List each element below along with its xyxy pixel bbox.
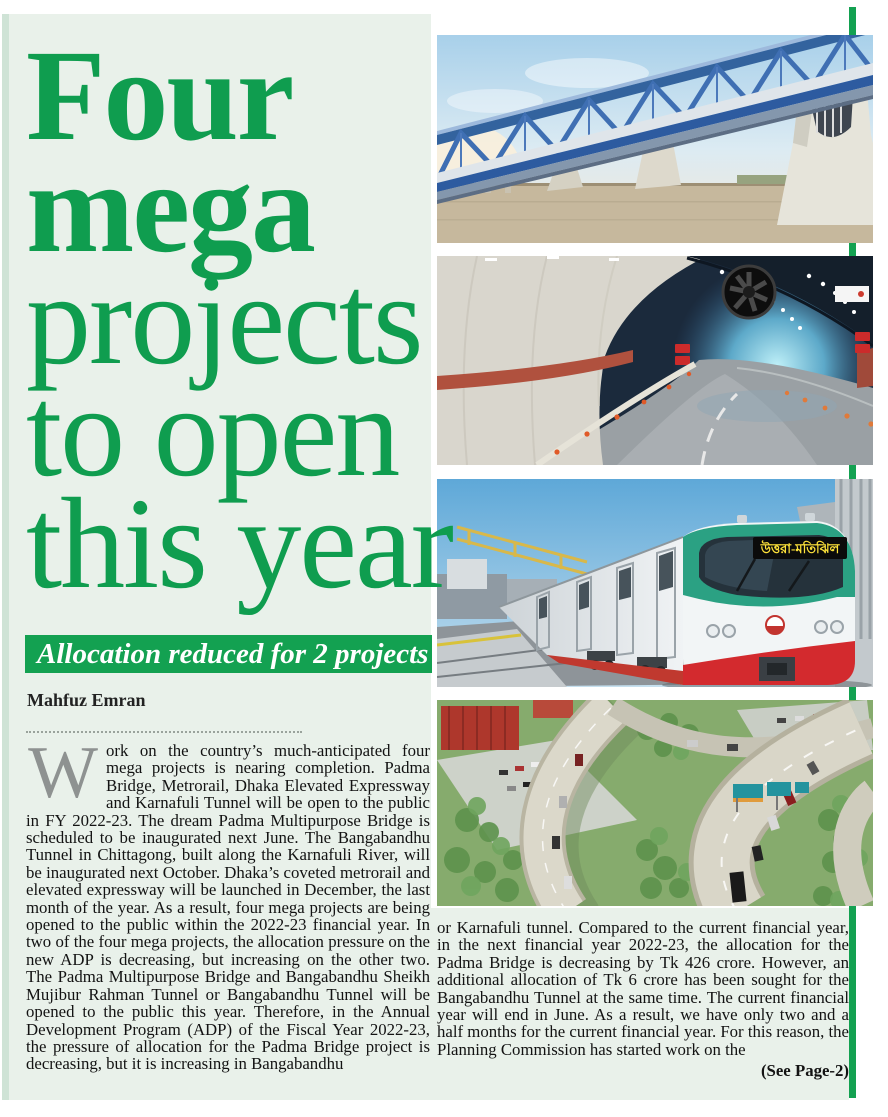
- headline-line: this year: [26, 472, 453, 616]
- headline-line: to open: [26, 360, 399, 504]
- bangabandhu-tunnel-photo: [437, 256, 873, 465]
- drop-cap: W: [28, 732, 98, 814]
- padma-bridge-photo: [437, 35, 873, 243]
- tunnel-ceiling-fan: [723, 266, 775, 318]
- continuation-note: (See Page-2): [760, 1060, 849, 1080]
- byline-author: Mahfuz Emran: [27, 690, 146, 710]
- article-column-1: [26, 732, 430, 1074]
- kicker-text: Allocation reduced for 2 projects: [37, 638, 429, 670]
- kicker-banner: [25, 635, 432, 673]
- headline-line: projects: [26, 248, 422, 392]
- left-accent-stripe: [2, 14, 9, 1100]
- headline-line: mega: [26, 136, 314, 280]
- metrorail-train-photo: [437, 479, 873, 687]
- article-column-2: [437, 919, 849, 1081]
- article-text-col2: or Karnafuli tunnel. Compared to the current financial year, in the next financial year 2022-23, the allocation for the Padma Bridge is decreasing by Tk 426 crore. However, an additional allocation of Tk 6 crore has been sought for the Bangabandhu Tunnel at the same time. The current financial year will end in June. As a result, we have only two and a half months for the current financial year. For this reason, the Planning Commission has started work on the: [437, 918, 849, 1059]
- headline-line: Four: [26, 24, 293, 168]
- destination-sign-text: উত্তরা-মতিঝিল: [760, 541, 840, 556]
- article-text-col1: ork on the country’s much-anticipated four mega projects is nearing completion. Padma Bridge, Metrorail, Dhaka Elevated Expressway and Karnafuli Tunnel will be open to the public in FY 2022-23. The dream Padma Multipurpose Bridge is scheduled to be inaugurated next June. The Bangabandhu Tunnel in Chittagong, built along the Karnafuli River, will be inaugurated next October. Dhaka’s coveted metrorail and elevated expressway will be launched in December, the last month of the year. As a result, four mega projects are being opened to the public within the 2022-23 financial year. In two of the four mega projects, the allocation pressure on the new ADP is decreasing, but increasing on the other two. The Padma Multipurpose Bridge and Bangabandhu Sheikh Mujibur Rahman Tunnel or Bangabandhu Tunnel will be opened to the public this year. Therefore, in the Annual Development Program (ADP) of the Fiscal Year 2022-23, the pressure of allocation for the Padma Bridge project is decreasing, but it is increasing in Bangabandhu: [26, 741, 430, 1074]
- elevated-expressway-photo: [437, 700, 873, 906]
- headline: [26, 24, 453, 616]
